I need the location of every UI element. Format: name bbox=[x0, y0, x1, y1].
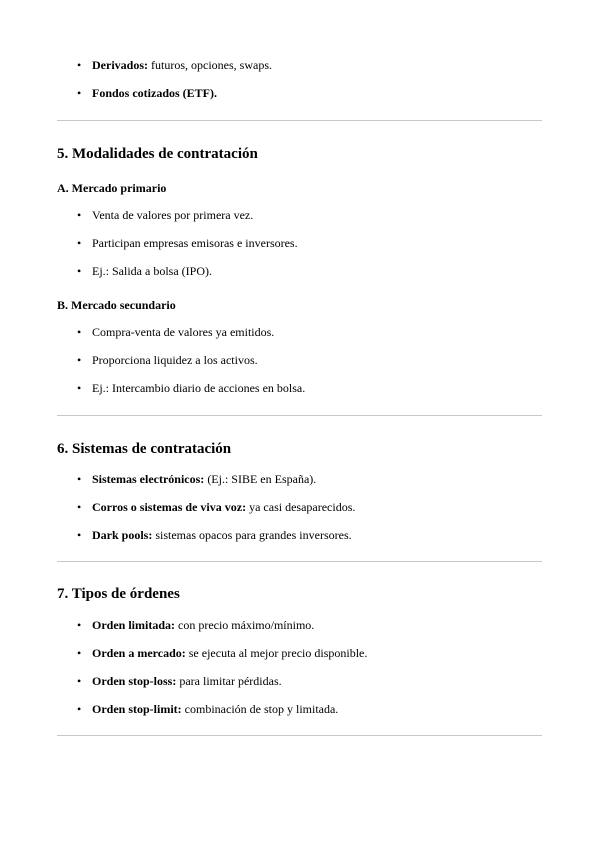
list-item: • Ej.: Salida a bolsa (IPO). bbox=[77, 264, 212, 278]
list-item: • Venta de valores por primera vez. bbox=[77, 208, 254, 222]
section-title: 7. Tipos de órdenes bbox=[57, 586, 180, 602]
section-divider bbox=[57, 561, 542, 562]
bullet-icon: • bbox=[77, 646, 82, 660]
list-item: • Orden a mercado: se ejecuta al mejor precio disponible. bbox=[77, 646, 368, 660]
bullet-icon: • bbox=[77, 236, 82, 250]
list-item: • Participan empresas emisoras e inversores. bbox=[77, 236, 298, 250]
bullet-icon: • bbox=[77, 472, 82, 486]
bullet-icon: • bbox=[77, 264, 82, 278]
bullet-icon: • bbox=[77, 353, 82, 367]
subsection-title: A. Mercado primario bbox=[57, 181, 167, 195]
bullet-icon: • bbox=[77, 86, 82, 100]
list-item: • Orden stop-limit: combinación de stop y limitada. bbox=[77, 702, 339, 716]
list-item: • Sistemas electrónicos: (Ej.: SIBE en España). bbox=[77, 472, 317, 486]
trading-systems-list bbox=[57, 472, 542, 542]
bullet-icon: • bbox=[77, 674, 82, 688]
list-item: • Compra-venta de valores ya emitidos. bbox=[77, 325, 275, 339]
subsection-title: B. Mercado secundario bbox=[57, 298, 176, 312]
list-item: • Proporciona liquidez a los activos. bbox=[77, 353, 258, 367]
list-item: • Orden limitada: con precio máximo/mínimo. bbox=[77, 618, 315, 632]
secondary-market-list bbox=[57, 325, 542, 395]
bullet-icon: • bbox=[77, 58, 82, 72]
bullet-icon: • bbox=[77, 618, 82, 632]
list-item: • Orden stop-loss: para limitar pérdidas. bbox=[77, 674, 282, 688]
list-item: • Dark pools: sistemas opacos para grandes inversores. bbox=[77, 528, 352, 542]
bullet-icon: • bbox=[77, 325, 82, 339]
bullet-icon: • bbox=[77, 528, 82, 542]
section-divider bbox=[57, 120, 542, 121]
list-item: • Corros o sistemas de viva voz: ya casi desaparecidos. bbox=[77, 500, 356, 514]
primary-market-list bbox=[57, 208, 542, 278]
section-title: 6. Sistemas de contratación bbox=[57, 441, 232, 457]
section-divider bbox=[57, 415, 542, 416]
bullet-icon: • bbox=[77, 702, 82, 716]
asset-types-list bbox=[57, 58, 542, 100]
bullet-icon: • bbox=[77, 381, 82, 395]
order-types-list bbox=[57, 618, 542, 716]
list-item: • Fondos cotizados (ETF). bbox=[77, 86, 218, 100]
list-item: • Ej.: Intercambio diario de acciones en bolsa. bbox=[77, 381, 306, 395]
list-item: • Derivados: futuros, opciones, swaps. bbox=[77, 58, 272, 72]
bullet-icon: • bbox=[77, 500, 82, 514]
section-divider bbox=[57, 735, 542, 736]
section-title: 5. Modalidades de contratación bbox=[57, 146, 258, 162]
bullet-icon: • bbox=[77, 208, 82, 222]
